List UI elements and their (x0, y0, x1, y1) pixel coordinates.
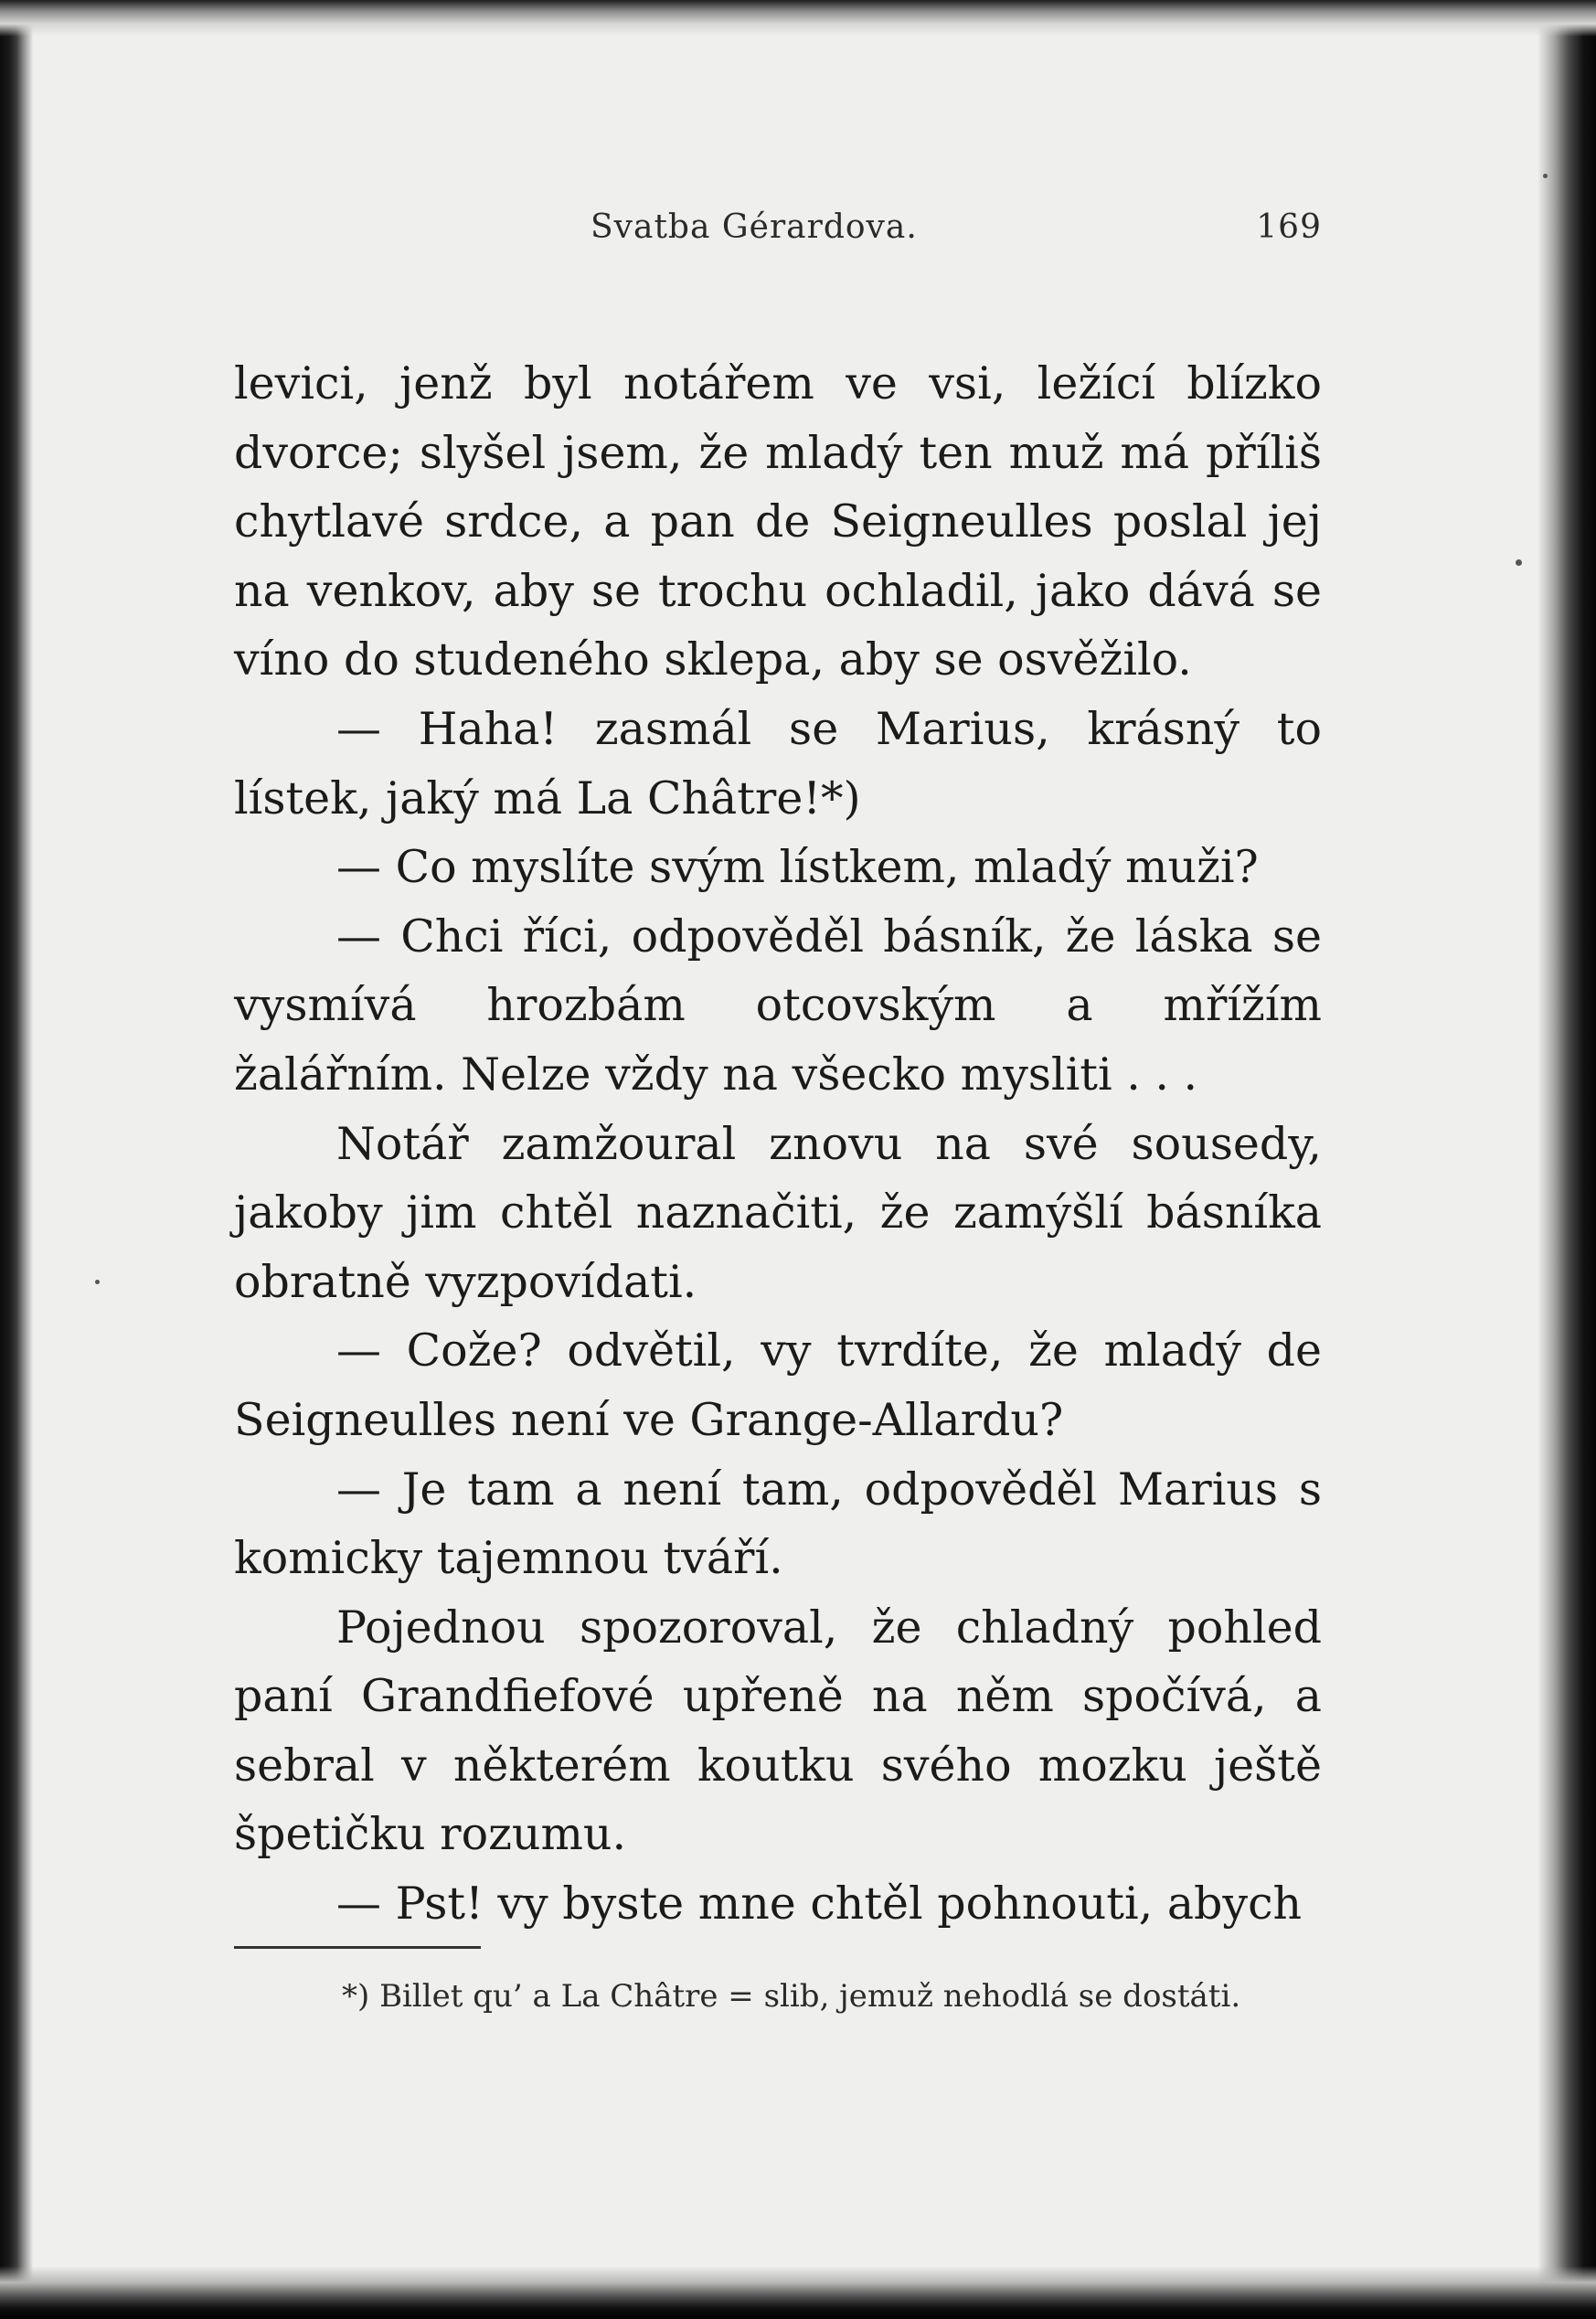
footnote: *) Billet qu’ a La Châtre = slib, jemuž nehodlá se dostáti. (342, 1977, 1241, 2015)
running-title: Svatba Gérardova. (591, 208, 918, 246)
page-edge-bottom-shadow (0, 2266, 1596, 2319)
paragraph: — Je tam a není tam, odpověděl Marius s komicky tajemnou tváří. (234, 1463, 1322, 1585)
running-head (234, 208, 1322, 263)
page-edge-right-shadow (1537, 0, 1596, 2319)
paragraph: — Haha! zasmál se Marius, krásný to lístek, jaký má La Châtre!*) (234, 702, 1322, 824)
paragraph: Notář zamžoural znovu na své sousedy, jakoby jim chtěl naznačiti, že zamýšlí básníka obratně vyzpovídati. (234, 1117, 1322, 1308)
paragraph: — Cože? odvětil, vy tvrdíte, že mladý de Seigneulles není ve Grange-Allardu? (234, 1324, 1322, 1446)
paragraph: — Pst! vy byste mne chtěl pohnouti, abych (336, 1878, 1303, 1931)
page-content (234, 208, 1322, 2020)
paper-speck (95, 1280, 100, 1284)
paper-speck (1516, 559, 1522, 566)
paragraph: levici, jenž byl notářem ve vsi, ležící blízko dvorce; slyšel jsem, že mladý ten muž má příliš chytlavé srdce, a pan de Seigneulles poslal jej na venkov, aby se trochu ochladil, jako dává se víno do studeného sklepa, aby se osvěžilo. (234, 357, 1322, 686)
paragraph: — Co myslíte svým lístkem, mladý muži? (336, 841, 1259, 894)
paragraph: Pojednou spozoroval, že chladný pohled paní Grandfiefové upřeně na něm spočívá, a sebral v některém koutku svého mozku ještě špetičku rozumu. (234, 1601, 1322, 1861)
page-number: 169 (1256, 208, 1322, 246)
paragraph: — Chci říci, odpověděl básník, že láska se vysmívá hrozbám otcovským a mřížím žalářním. Nelze vždy na všecko mysliti . . . (234, 910, 1322, 1101)
paper-speck (1543, 174, 1548, 178)
footnote-rule (234, 1946, 481, 1949)
page-edge-top-shadow (0, 0, 1596, 37)
page-edge-left-shadow (0, 0, 33, 2319)
